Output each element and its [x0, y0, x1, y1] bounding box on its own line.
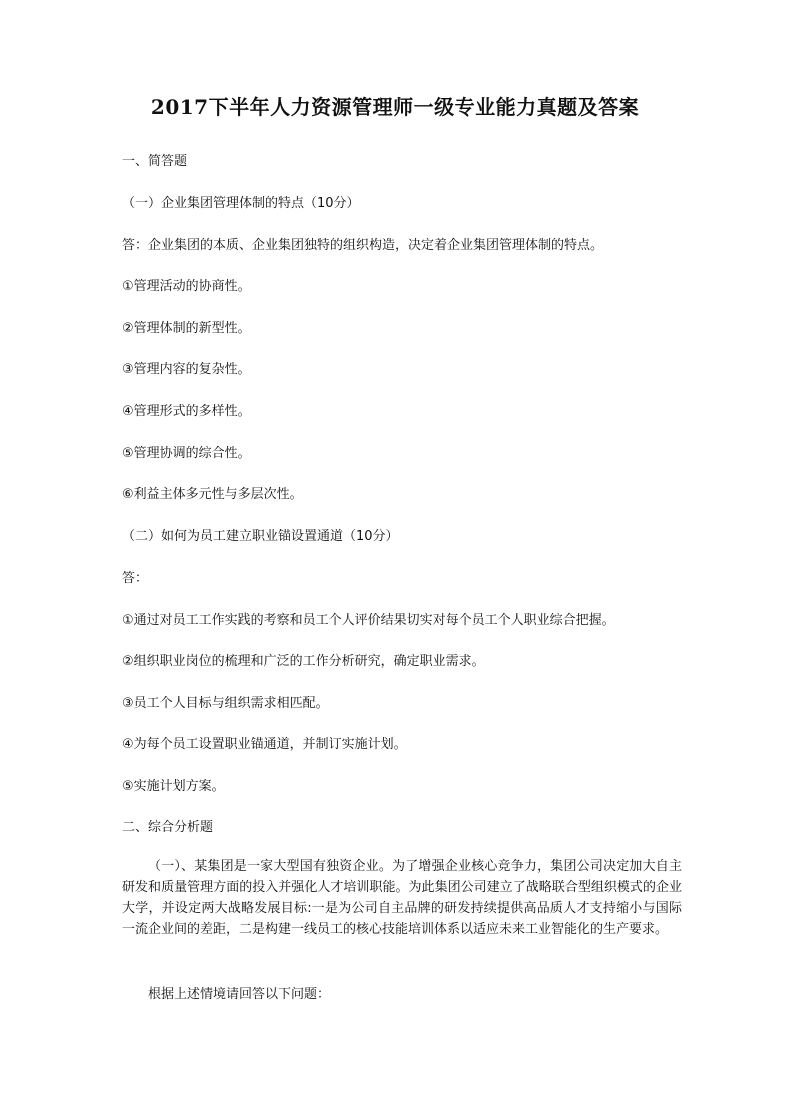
- question-1: （一）企业集团管理体制的特点（10分）: [122, 196, 360, 211]
- answer-1-point-3: ③管理内容的复杂性。: [122, 362, 251, 377]
- answer-2-point-2: ②组织职业岗位的梳理和广泛的工作分析研究，确定职业需求。: [122, 654, 485, 669]
- answer-1-point-1: ①管理活动的协商性。: [122, 279, 251, 294]
- answer-2-intro: 答：: [122, 571, 149, 586]
- document-title: 2017下半年人力资源管理师一级专业能力真题及答案: [150, 95, 640, 119]
- section-heading-case-analysis: 二、综合分析题: [122, 820, 214, 835]
- case-paragraph: （一）、某集团是一家大型国有独资企业。为了增强企业核心竞争力，集团公司决定加大自主研发和质量管理方面的投入并强化人才培训职能。为此集团公司建立了战略联合型组织模式的企业大学，并设定两大战略发展目标:一是为公司自主品牌的研发持续提供高品质人才支持缩小与国际一流企业间的差距，二是构建一线员工的核心技能培训体系以适应未来工业智能化的生产要求。: [122, 859, 682, 937]
- answer-1-point-2: ②管理体制的新型性。: [122, 321, 251, 336]
- answer-2-point-5: ⑤实施计划方案。: [122, 779, 225, 794]
- question-2: （二）如何为员工建立职业锚设置通道（10分）: [122, 529, 399, 544]
- case-prompt: 根据上述情境请回答以下问题：: [148, 987, 331, 1002]
- answer-1-intro: 答：企业集团的本质、企业集团独特的组织构造，决定着企业集团管理体制的特点。: [122, 238, 604, 253]
- answer-2-point-4: ④为每个员工设置职业锚通道，并制订实施计划。: [122, 737, 407, 752]
- answer-2-point-1: ①通过对员工工作实践的考察和员工个人评价结果切实对每个员工个人职业综合把握。: [122, 613, 615, 628]
- answer-1-point-6: ⑥利益主体多元性与多层次性。: [122, 487, 303, 502]
- section-heading-short-answer: 一、简答题: [122, 154, 188, 169]
- answer-2-point-3: ③员工个人目标与组织需求相匹配。: [122, 696, 329, 711]
- answer-1-point-5: ⑤管理协调的综合性。: [122, 446, 251, 461]
- answer-1-point-4: ④管理形式的多样性。: [122, 404, 251, 419]
